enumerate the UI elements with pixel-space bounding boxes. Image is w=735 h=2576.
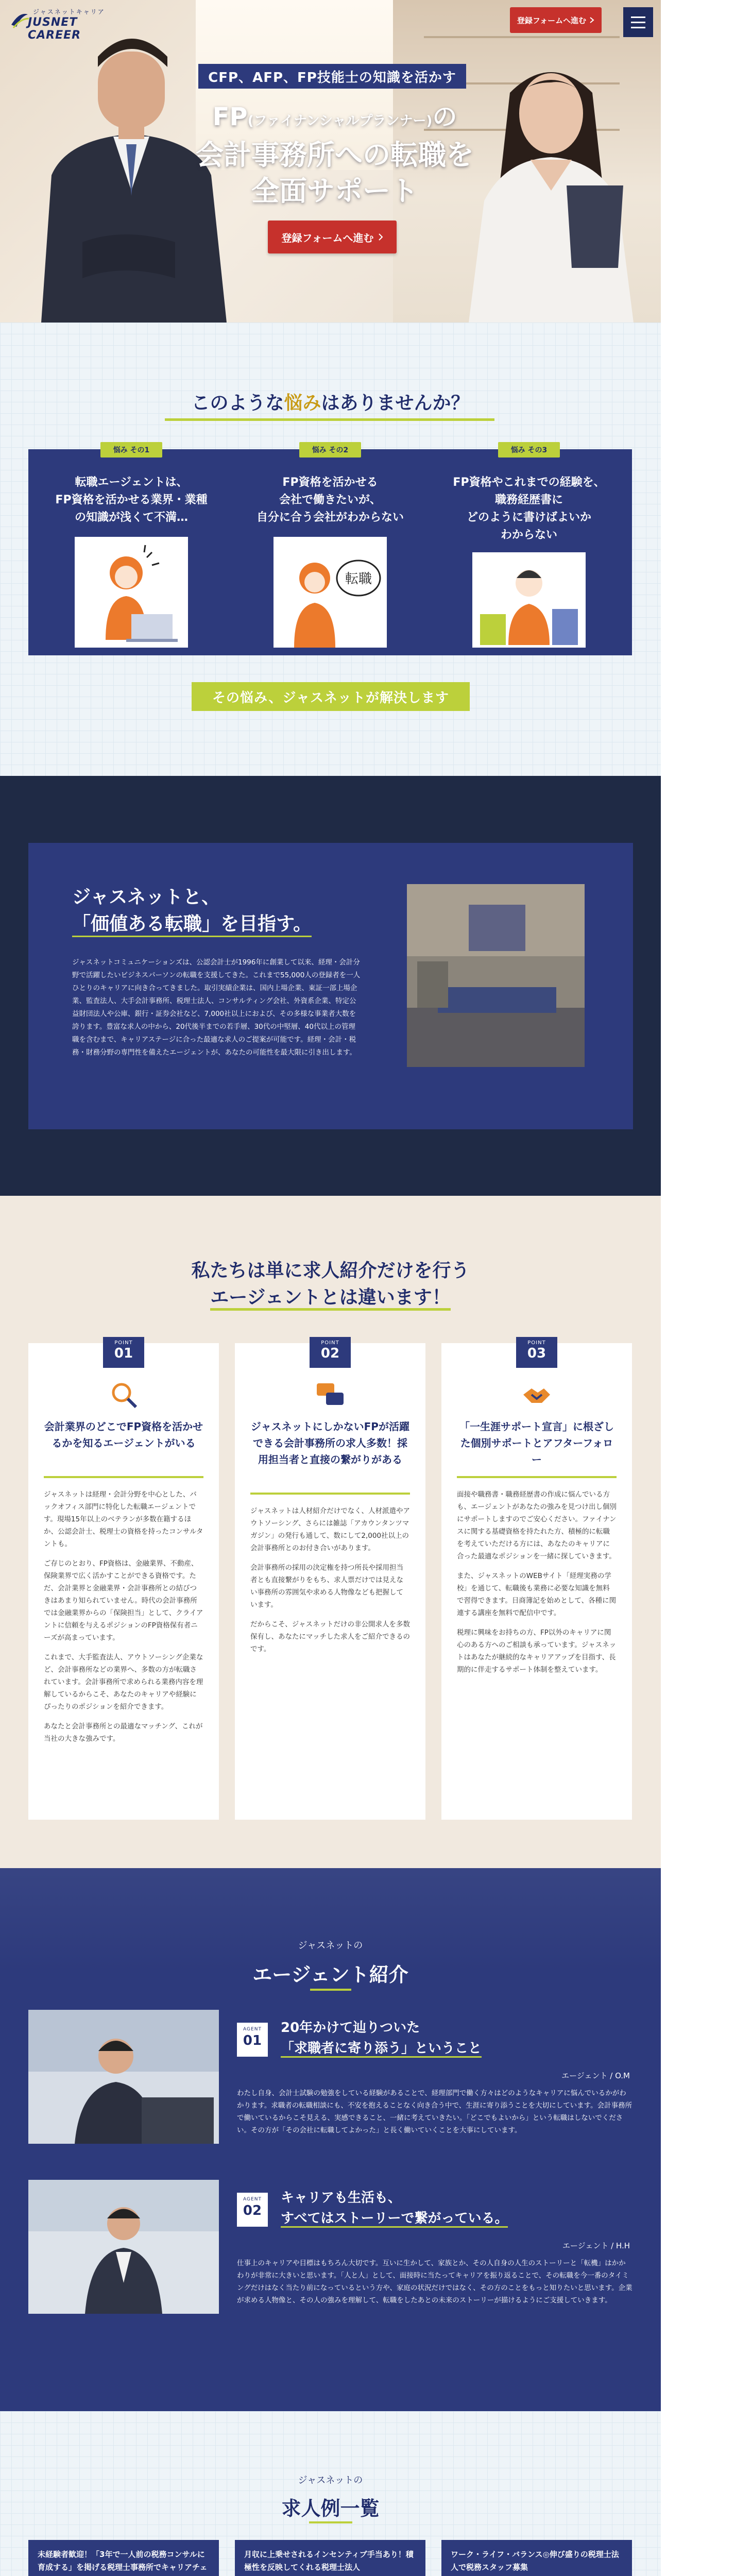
worries-title-pre: このような bbox=[191, 393, 284, 414]
point-card bbox=[441, 1340, 632, 1820]
point-paragraph: ご存じのとおり、FP資格は、金融業界、不動産、保険業界で広く活かすことができる資格です。ただ、会計業界と金融業界・会計事務所との結びつきはあまり知られていません。時代の会計事務所では金融業界からの「保険担当」として、クライアントに信頼を与えるポジションのFP資格保有者ニーズが高まっています。 bbox=[44, 1560, 203, 1642]
agent-heading-line2: 「求職者に寄り添う」ということ bbox=[281, 2041, 482, 2058]
about-title bbox=[72, 884, 312, 938]
point-paragraph: あなたと会計事務所との最適なマッチング、これが当社の大きな強みです。 bbox=[44, 1722, 203, 1743]
worries-title-underline bbox=[165, 418, 494, 421]
header-register-label: 登録フォームへ進む bbox=[517, 15, 587, 25]
job-card[interactable] bbox=[441, 2540, 632, 2576]
about-body: ジャスネットコミュニケーションズは、公認会計士が1996年に創業して以来、経理・会計分野で活躍したいビジネスパーソンの転職を支援してきた。これまで55,000人の登録者を一人ひとりのキャリアに向き合ってきました。取引実績企業は、国内上場企業、東証一部上場企業、監査法人、大手会計事務所、税理士法人、コンサルティング会社、外資系企業、特定公益財団法人や公庫、銀行・証券会社など、7,000社以上におよび、その多様な事業者大数を誇ります。豊富な求人の中から、20代後半までの若手層、30代の中堅層、40代以上の管理職を含むまで、キャリアステージに合った最適な求人のご提案が可能です。経理・会計・税務・財務分野の専門性を備えたエージェントが、あなたの可能性を最大限に引き出します。 bbox=[72, 958, 361, 1057]
thinking-woman-illustration bbox=[274, 537, 387, 648]
agents-title-underline bbox=[310, 1989, 351, 1991]
logo-mark-icon bbox=[9, 9, 30, 30]
agent-body: 仕事上のキャリアや目標はもちろん大切です。互いに生かして、家族とか、その人自身の人生のストーリーと「転機」はかかわりが非常に大きいと思います。「人と人」として、面接時に当たってキャリアを振り返ることで、その転職を今一番のタイミングだけはなく当たり前になっているという方や、家庭の状況だけではなく、その方のことをもっと知りたいと思います。企業が求める人物像と、その人の強みを理解して、転職をしたあとの未来のストーリーが描けるようにご支援していきます。 bbox=[237, 2259, 633, 2304]
point-heading-underline bbox=[250, 1493, 410, 1495]
chat-bubbles-icon bbox=[315, 1379, 346, 1410]
menu-bar bbox=[631, 22, 645, 23]
agent-photo bbox=[28, 2180, 219, 2314]
worry-line: 職務経歴書に bbox=[494, 494, 563, 506]
agent-heading bbox=[281, 2188, 508, 2229]
worry-tag: 悩み その3 bbox=[498, 442, 560, 457]
job-title: 未経験者歓迎！「3年で一人前の税務コンサルに育成する」を掲げる税理士事務所でキャリアチェ bbox=[28, 2540, 219, 2576]
worry-tag: 悩み その1 bbox=[100, 442, 162, 457]
hero-section bbox=[0, 0, 661, 323]
agent-heading-line2: すべてはストーリーで繋がっている。 bbox=[281, 2211, 508, 2228]
right-margin bbox=[661, 0, 735, 2576]
point-heading: ジャスネットにしかないFPが活躍できる会計事務所の求人多数！採用担当者と直接の繋がりがある bbox=[251, 1420, 409, 1466]
point-paragraph: 会計事務所の採用の決定権を持つ所長や採用担当者とも直接繋がりをもち、求人票だけでは見えない事務所の雰囲気や求める人物像なども把握しています。 bbox=[250, 1564, 403, 1609]
worry-line: FP資格やこれまでの経験を、 bbox=[453, 476, 605, 489]
about-section bbox=[0, 776, 661, 1196]
hero-register-button[interactable] bbox=[268, 221, 397, 253]
agent-signature: エージェント / H.H bbox=[562, 2241, 630, 2250]
agents-sub: ジャスネットの bbox=[298, 1940, 363, 1951]
agent-number-badge bbox=[237, 2193, 268, 2227]
hero-title bbox=[196, 101, 474, 209]
point-badge bbox=[103, 1337, 144, 1368]
worry-line: わからない bbox=[500, 529, 557, 541]
worry-line: 転職エージェントは、 bbox=[75, 476, 188, 489]
worry-line: FP資格を活かせる bbox=[282, 476, 378, 489]
agent-signature: エージェント / O.M bbox=[561, 2071, 630, 2080]
hero-title-fp: FP bbox=[212, 103, 248, 131]
header-register-button[interactable] bbox=[510, 7, 602, 33]
hamburger-menu-button[interactable] bbox=[623, 7, 653, 37]
point-paragraph: 税理に興味をお持ちの方、FP以外のキャリアに関心のある方へのご相談も承っています。ジャスネットはあなたが継続的なキャリアアップを目指す、長期的に伴走するサポート体制を整えています。 bbox=[457, 1629, 617, 1674]
point-heading: 「一生涯サポート宣言」に根ざした個別サポートとアフターフォロー bbox=[459, 1420, 614, 1466]
agent-number-badge bbox=[237, 2023, 268, 2057]
agent-photo bbox=[28, 2010, 219, 2144]
point-card bbox=[235, 1340, 425, 1820]
hero-title-line2: 会計事務所への転職を bbox=[196, 139, 474, 171]
worries-title-post: はありませんか？ bbox=[321, 393, 470, 414]
agent-number: 02 bbox=[243, 2203, 262, 2218]
worry-line: FP資格を活かせる業界・業種 bbox=[55, 494, 208, 506]
point-number: 01 bbox=[114, 1346, 133, 1361]
agents-title: エージェント紹介 bbox=[252, 1963, 408, 1986]
worry-tag: 悩み その2 bbox=[299, 442, 361, 457]
worry-line: の知識が浅くて不満… bbox=[74, 511, 188, 524]
job-title: 月収に上乗せされるインセンティブ手当あり！積極性を反映してくれる税理士法人 bbox=[235, 2540, 425, 2576]
difference-section bbox=[0, 1196, 661, 1868]
hero-badge: CFP、AFP、FP技能士の知識を活かす bbox=[198, 64, 466, 89]
worries-title bbox=[0, 388, 661, 415]
point-heading: 会計業界のどこでFP資格を活かせるかを知るエージェントがいる bbox=[44, 1420, 203, 1449]
agent-number: 01 bbox=[243, 2033, 262, 2048]
arrow-right-icon bbox=[378, 233, 383, 241]
agent-heading bbox=[281, 2018, 482, 2059]
jobs-sub: ジャスネットの bbox=[298, 2475, 363, 2486]
about-title-line1: ジャスネットと、 bbox=[72, 887, 220, 908]
difference-title-line1: 私たちは単に求人紹介だけを行う bbox=[191, 1260, 470, 1281]
point-heading-underline bbox=[457, 1476, 617, 1478]
point-paragraph: また、ジャスネットのWEBサイト「経理実務の学校」を通じて、転職後も業務に必要な知識を無料で習得できます。日商簿記を始めとして、各種に関連する講座を無料で配信中です。 bbox=[457, 1572, 617, 1617]
paperwork-man-illustration bbox=[472, 552, 586, 648]
worry-card bbox=[28, 446, 234, 655]
point-paragraph: これまで、大手監査法人、アウトソーシング企業など、会計事務所などの業界へ、多数の方が転職されています。会計事務所で求められる業務内容を理解しているからこそ、あなたのキャリアや経験にぴったりのポジションを紹介できます。 bbox=[44, 1653, 203, 1711]
handshake-icon bbox=[521, 1379, 552, 1410]
arrow-right-icon bbox=[589, 17, 594, 23]
hero-register-label: 登録フォームへ進む bbox=[281, 231, 374, 244]
magnifier-icon bbox=[108, 1379, 139, 1410]
worry-card bbox=[227, 446, 433, 655]
point-paragraph: ジャスネットは経理・会計分野を中心とした、バックオフィス部門に特化した転職エージェントです。現場15年以上のベテランが多数在籍するほか、公認会計士、税理士の資格を持ったコンサルタントも。 bbox=[44, 1490, 203, 1548]
point-paragraph: 面接や職務書・職務経歴書の作成に悩んでいる方も、エージェントがあなたの強みを見つけ出し個別にサポートしますのでご安心ください。ファイナンスに関する基礎資格を持たれた方、積極的に転職を考えていただける方には、あなたのキャリアに合った最適なポジションを一緒に探していきます。 bbox=[457, 1490, 617, 1561]
worry-text bbox=[227, 474, 433, 527]
difference-title bbox=[0, 1258, 661, 1311]
hero-woman-illustration bbox=[453, 31, 649, 323]
point-paragraph: だからこそ、ジャスネットだけの非公開求人を多数保有し、あなたにマッチした求人をご紹介できるのです。 bbox=[250, 1620, 410, 1653]
job-card[interactable] bbox=[28, 2540, 219, 2576]
point-body bbox=[44, 1488, 203, 1752]
hero-title-paren: (ファイナンシャルプランナー) bbox=[247, 113, 433, 129]
jobs-title: 求人例一覧 bbox=[281, 2497, 380, 2520]
site-logo[interactable] bbox=[9, 7, 112, 42]
point-number: 02 bbox=[320, 1346, 340, 1361]
job-title: ワーク・ライフ・バランス◎伸び盛りの税理士法人で税務スタッフ募集 bbox=[441, 2540, 632, 2576]
agents-section bbox=[0, 1868, 661, 2411]
bubble-text: 転職 bbox=[345, 571, 372, 587]
solve-banner: その悩み、ジャスネットが解決します bbox=[192, 682, 470, 711]
jobs-title-underline bbox=[309, 2521, 352, 2523]
agent-label: AGENT bbox=[243, 2197, 262, 2202]
point-number: 03 bbox=[527, 1346, 546, 1361]
point-label: POINT bbox=[114, 1340, 133, 1346]
worry-card bbox=[426, 446, 632, 655]
point-paragraph: ジャスネットは人材紹介だけでなく、人材派遣やアウトソーシング、さらには雑誌「アカウンタンツマガジン」の発行も通して、数にして2,000社以上の会計事務所とのお付き合いがあります。 bbox=[250, 1507, 410, 1552]
menu-bar bbox=[631, 16, 645, 18]
point-body bbox=[457, 1488, 617, 1683]
point-heading-underline bbox=[44, 1476, 203, 1478]
worry-line: 会社で働きたいが、 bbox=[279, 494, 381, 506]
worry-line: 自分に合う会社がわからない bbox=[256, 511, 404, 524]
about-box bbox=[28, 843, 633, 1129]
hero-title-no: の bbox=[432, 103, 457, 131]
agent-body: わたし自身、会計士試験の勉強をしている経験があることで、経理部門で働く方々はどのようなキャリアに悩んでいるかがわかります。求職者の転職相談にも、不安を抱えることなく向き合う中で、生涯に寄り添うことを大切にしています。会計事務所で働いているからこそ見える、実感できること、一緒に考えていきたい。「どこでもよいから」という転職はしないでください。その方が「その会社に転職してよかった」と長く働いていくことを大事にしています。 bbox=[237, 2089, 633, 2134]
agents-bg-photo bbox=[0, 1868, 661, 1971]
point-label: POINT bbox=[527, 1340, 546, 1346]
agent-heading-line1: 20年かけて辿りついた bbox=[281, 2020, 420, 2036]
point-card bbox=[28, 1340, 219, 1820]
job-card[interactable] bbox=[235, 2540, 425, 2576]
difference-title-line2: エージェントとは違います！ bbox=[210, 1287, 451, 1311]
worries-section bbox=[0, 323, 661, 776]
worried-woman-laptop-illustration bbox=[75, 537, 188, 648]
point-label: POINT bbox=[321, 1340, 339, 1346]
jobs-section bbox=[0, 2411, 661, 2576]
menu-bar bbox=[631, 27, 645, 28]
office-photo bbox=[407, 884, 585, 1067]
point-badge bbox=[516, 1337, 557, 1368]
logo-sub-text: ジャスネットキャリア bbox=[33, 8, 105, 15]
worry-text bbox=[426, 474, 632, 544]
point-body bbox=[250, 1505, 410, 1663]
worry-line: どのように書けばよいか bbox=[466, 511, 591, 524]
agent-label: AGENT bbox=[243, 2027, 262, 2032]
agent-heading-line1: キャリアも生活も、 bbox=[281, 2190, 402, 2206]
worries-title-highlight: 悩み bbox=[284, 393, 321, 414]
about-title-line2: 「価値ある転職」を目指す。 bbox=[72, 913, 312, 937]
worry-text bbox=[28, 474, 234, 527]
logo-main-text: JUSNET CAREER bbox=[28, 16, 81, 42]
point-badge bbox=[310, 1337, 351, 1368]
hero-title-line3: 全面サポート bbox=[251, 175, 418, 207]
